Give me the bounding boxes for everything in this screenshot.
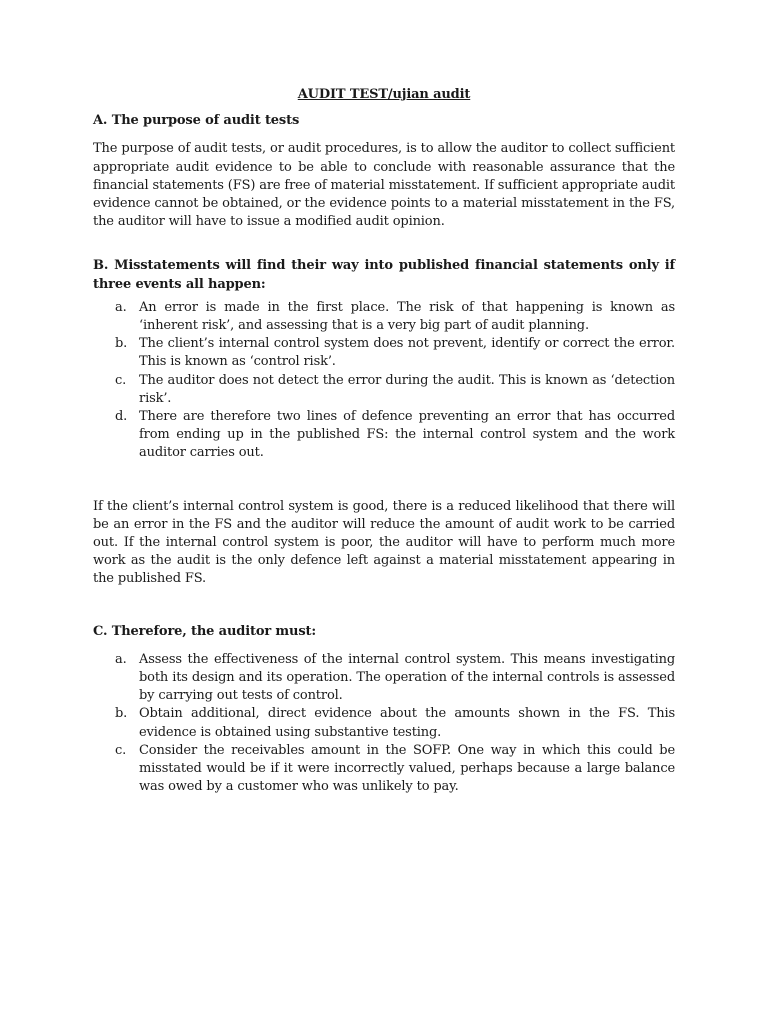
list-item-text: There are therefore two lines of defence preventing an error that has occurred from ending up in the published FS: the internal control system and the work auditor carries out.: [139, 409, 675, 461]
list-item: [115, 408, 675, 463]
list-item: [115, 335, 675, 371]
section-a-heading: A. The purpose of audit tests: [93, 113, 300, 129]
section-a-paragraph: The purpose of audit tests, or audit procedures, is to allow the auditor to collect sufficient appropriate audit evidence to be able to conclude with reasonable assurance that the financial statements (FS) are free of material misstatement. If sufficient appropriate audit evidence cannot be obtained, or the evidence points to a material misstatement in the FS, the auditor will have to issue a modified audit opinion.: [93, 141, 675, 230]
document-title: AUDIT TEST/ujian audit: [297, 87, 471, 102]
list-item-text: The auditor does not detect the error during the audit. This is known as ‘detection risk’.: [139, 372, 675, 406]
list-item-marker: b.: [115, 706, 128, 722]
list-item-marker: c.: [115, 742, 127, 758]
section-c-list: [93, 651, 675, 797]
document-page: [93, 86, 675, 797]
list-item-text: Obtain additional, direct evidence about the amounts shown in the FS. This evidence is obtained using substantive testing.: [139, 706, 675, 740]
list-item-text: The client’s internal control system does not prevent, identify or correct the error. This is known as ‘control risk’.: [139, 336, 675, 370]
list-item: [115, 705, 675, 741]
list-item: [115, 299, 675, 335]
section-c-heading: C. Therefore, the auditor must:: [93, 623, 317, 639]
list-item: [115, 742, 675, 797]
list-item-marker: d.: [115, 409, 128, 425]
list-item-marker: a.: [115, 651, 127, 667]
internal-control-paragraph: If the client’s internal control system is good, there is a reduced likelihood that there will be an error in the FS and the auditor will reduce the amount of audit work to be carried out. If the internal control system is poor, the auditor will have to perform much more work as the audit is the only defence left against a material misstatement appearing in the published FS.: [93, 498, 675, 587]
list-item: [115, 651, 675, 706]
list-item-text: Assess the effectiveness of the internal control system. This means investigating both its design and its operation. The operation of the internal controls is assessed by carrying out tests of control.: [139, 651, 675, 704]
section-b-heading: B. Misstatements will find their way into published financial statements only if three events all happen:: [93, 258, 675, 292]
list-item-marker: a.: [115, 299, 127, 315]
list-item: [115, 372, 675, 408]
list-item-text: Consider the receivables amount in the SOFP. One way in which this could be misstated would be if it were incorrectly valued, perhaps because a large balance was owed by a customer who was unlikely to pay.: [139, 742, 675, 795]
section-b-list: [93, 299, 675, 463]
list-item-marker: c.: [115, 372, 127, 388]
list-item-text: An error is made in the first place. The risk of that happening is known as ‘inherent risk’, and assessing that is a very big part of audit planning.: [139, 299, 675, 334]
list-item-marker: b.: [115, 336, 128, 352]
